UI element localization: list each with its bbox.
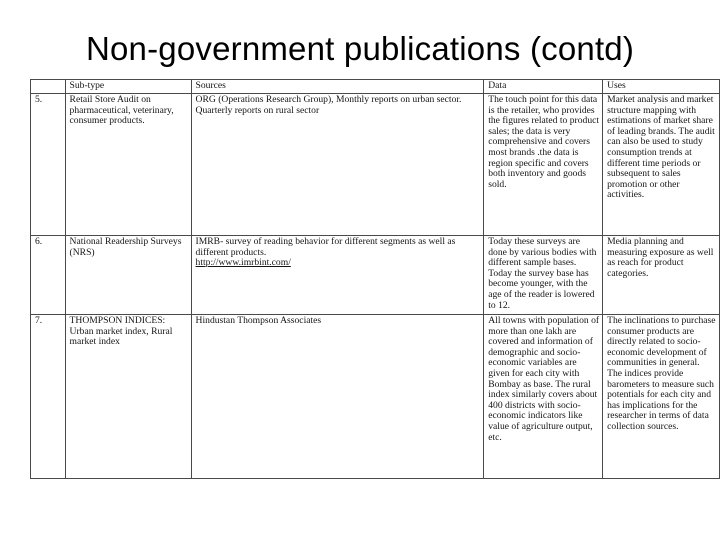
sources-link: http://www.imrbint.com/ [195,257,291,269]
header-number [31,80,66,94]
table-row [31,315,720,479]
sources-text: IMRB- survey of reading behavior for different segments as well as different products. [195,236,456,258]
header-subtype: Sub-type [65,80,191,94]
uses-cell: Market analysis and market structure mapping with estimations of market share of leading brands. The audit can also be used to study consumption trends at different time periods or subsequent to sales promotion or other activities. [603,94,720,236]
table-row [31,94,720,236]
header-data: Data [484,80,603,94]
sources-cell [191,236,484,315]
subtype-cell: THOMPSON INDICES: Urban market index, Rural market index [65,315,191,479]
row-number: 6. [31,236,66,315]
subtype-cell: National Readership Surveys (NRS) [65,236,191,315]
table-row [31,236,720,315]
slide-title: Non-government publications (contd) [85,30,635,67]
row-number: 5. [31,94,66,236]
data-cell: All towns with population of more than one lakh are covered and information of demographic and socio-economic variables are given for each city with Bombay as base. The rural index similarly covers about 400 districts with socio-economic indicators like value of agriculture output, etc. [484,315,603,479]
data-cell: Today these surveys are done by various bodies with different sample bases. Today the survey base has become younger, with the age of the reader is lowered to 12. [484,236,603,315]
subtype-cell: Retail Store Audit on pharmaceutical, veterinary, consumer products. [65,94,191,236]
header-sources: Sources [191,80,484,94]
header-uses: Uses [603,80,720,94]
sources-cell: Hindustan Thompson Associates [191,315,484,479]
row-number: 7. [31,315,66,479]
uses-cell: The inclinations to purchase consumer products are directly related to socio-economic development of communities in general. The indices provide barometers to measure such potentials for each city and has implications for the researcher in terms of data collection sources. [603,315,720,479]
publications-table [30,79,720,479]
table-header-row [31,80,720,94]
sources-cell: ORG (Operations Research Group), Monthly reports on urban sector. Quarterly reports on rural sector [191,94,484,236]
scanned-table-image [30,79,720,489]
uses-cell: Media planning and measuring exposure as well as reach for product categories. [603,236,720,315]
data-cell: The touch point for this data is the retailer, who provides the figures related to product sales; the data is very comprehensive and covers most brands .the data is region specific and covers both inventory and goods sold. [484,94,603,236]
